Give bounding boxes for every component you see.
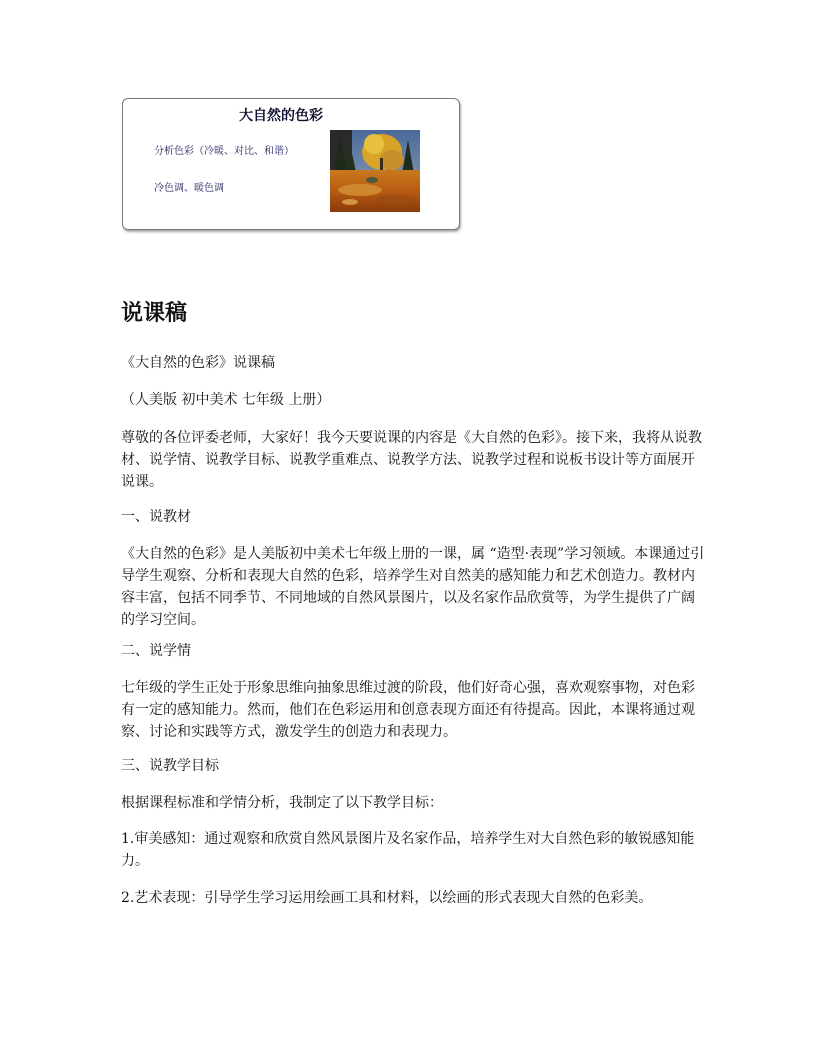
paragraph-students: 七年级的学生正处于形象思维向抽象思维过渡的阶段，他们好奇心强，喜欢观察事物，对色彩有一定的感知能力。然而，他们在色彩运用和创意表现方面还有待提高。因此，本课将通过观察、讨论和实践等方式，激发学生的创造力和表现力。	[121, 680, 695, 740]
paragraph-edition: （人美版 初中美术 七年级 上册）	[121, 392, 331, 408]
slide-thumbnail	[122, 98, 460, 230]
paragraph-objective-2: 2.艺术表现：引导学生学习运用绘画工具和材料，以绘画的形式表现大自然的色彩美。	[121, 890, 653, 906]
paragraph-objectives-intro: 根据课程标准和学情分析，我制定了以下教学目标：	[121, 795, 443, 811]
autumn-landscape-image	[330, 130, 420, 212]
slide-title: 大自然的色彩	[239, 108, 323, 124]
autumn-landscape-icon	[330, 130, 420, 212]
paragraph-textbook: 《大自然的色彩》是人美版初中美术七年级上册的一课，属 “造型·表现”学习领域。本课通过引导学生观察、分析和表现大自然的色彩，培养学生对自然美的感知能力和艺术创造力。教材内容丰富，包括不同季节、不同地域的自然风景图片，以及名家作品欣赏等，为学生提供了广阔的学习空间。	[121, 546, 705, 628]
paragraph-title: 《大自然的色彩》说课稿	[121, 355, 275, 371]
paragraph-objective-1: 1.审美感知：通过观察和欣赏自然风景图片及名家作品，培养学生对大自然色彩的敏锐感知能力。	[121, 831, 695, 869]
section-heading-students: 二、说学情	[121, 643, 191, 659]
slide-bullet-color-analysis: 分析色彩（冷暖、对比、和谐）	[154, 146, 294, 157]
paragraph-intro: 尊敬的各位评委老师，大家好！我今天要说课的内容是《大自然的色彩》。接下来，我将从说教材、说学情、说教学目标、说教学重难点、说教学方法、说教学过程和说板书设计等方面展开说课。	[121, 430, 702, 490]
document-heading: 说课稿	[121, 301, 188, 326]
slide-bullet-color-tones: 冷色调、暖色调	[154, 183, 224, 194]
section-heading-textbook: 一、说教材	[121, 509, 191, 525]
section-heading-objectives: 三、说教学目标	[121, 758, 219, 774]
